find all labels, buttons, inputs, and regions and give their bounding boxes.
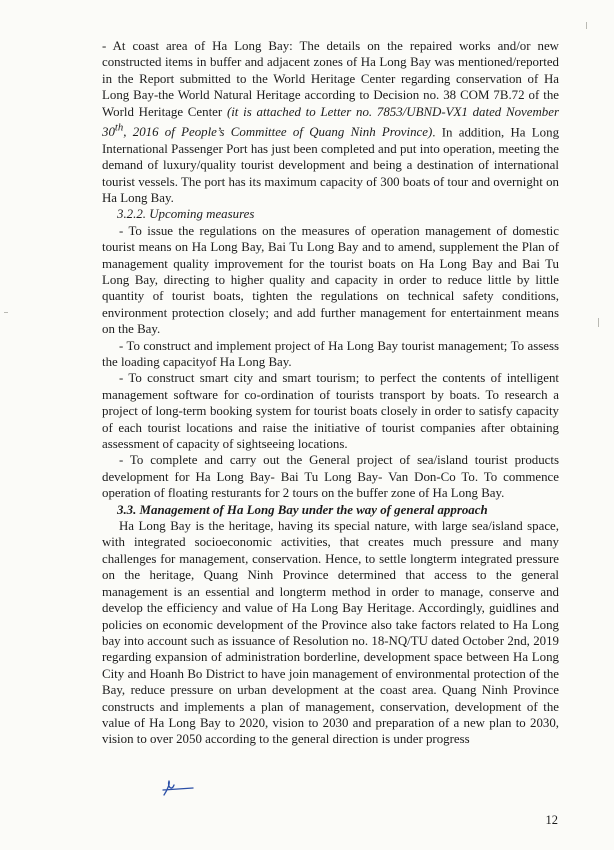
section-heading-general-approach: 3.3. Management of Ha Long Bay under the way of general approach: [117, 502, 488, 517]
coast-tail-text: . In addition, Ha Long International Passenger Port has just been completed and put into operation, meeting the demand of luxury/quality tourist development and being a destination of international tourist vessels. The port has its maximum capacity of 300 boats of tour and overnight on Ha Long Bay.: [102, 125, 560, 205]
document-body: [102, 38, 559, 748]
scan-edge-mark: [4, 312, 8, 313]
scan-edge-mark: [586, 22, 587, 29]
section-heading-upcoming-measures: 3.2.2. Upcoming measures: [117, 207, 255, 222]
scan-edge-mark: [598, 318, 599, 327]
coast-attachment-text-a: (it is attached to Letter no. 7853/UBND-VX1 dated November 30: [102, 104, 559, 140]
paragraph-measure-project: - To construct and implement project of Ha Long Bay tourist management; To assess the loading capacityof Ha Long Bay.: [102, 338, 559, 370]
coast-attachment-text-b: , 2016 of People’s Committee of Quang Ninh Province): [123, 125, 433, 140]
coast-attachment-sup: th: [114, 122, 124, 135]
paragraph-general-approach: Ha Long Bay is the heritage, having its special nature, with large sea/island space, with integrated socioeconomic activities, that creates much pressure and many challenges for management, conservation. Hence, to settle longterm integrated pressure on the heritage, Quang Ninh Province determined that access to the general management is an essential and longterm method in order to manage, conserve and develop the efficiency and value of Ha Long Bay Heritage. Accordingly, guidlines and policies on economic development of the Province also take factors related to Ha Long bay into account such as issuance of Resolution no. 18-NQ/TU dated October 2nd, 2019 regarding expansion of administration borderline, development space between Ha Long City and Hoanh Bo District to have join management of environmental protection of the Bay, reduce pressure on urban development at the coast area. Quang Ninh Province constructs and implements a plan of management, conservation, development of the value of Ha Long Bay to 2020, vision to 2030 and preparation of a new plan to 2030, vision to over 2050 according to the general direction is under progress: [102, 519, 559, 747]
handwritten-initials-mark: [160, 779, 196, 799]
coast-lead-text: - At coast area of Ha Long Bay: The details on the repaired works and/or new constructed items in buffer and adjacent zones of Ha Long Bay was mentioned/reported in the Report submitted to the World Heritage Center regarding conservation of Ha Long Bay-the World Natural Heritage according to Decision no. 38 COM 7B.72 of the World Heritage Center: [102, 39, 559, 119]
paragraph-measure-regulations: - To issue the regulations on the measures of operation management of domestic tourist means on Ha Long Bay, Bai Tu Long Bay and to amend, supplement the Plan of management quality improvement for the tourist boats on Ha Long Bay and Bai Tu Long Bay, directing to higher quality and capacity in order to reduce little by little quantity of tourist boats, tighten the regulations on technical safety conditions, environment protection closely; and add further management for entertainment means on the Bay.: [102, 223, 559, 337]
page-number: 12: [545, 813, 558, 827]
paragraph-measure-smart-city: - To construct smart city and smart tourism; to perfect the contents of intelligent management software for co-ordination of tourists transport by boats. To research a project of long-term booking system for tourist boats closely in order to satisfy capacity of each tourist locations and raise the initiative of tourist companies after obtaining assessment of capacity of sightseeing locations.: [102, 371, 559, 452]
paragraph-coast-area: [102, 38, 559, 206]
paragraph-measure-general-project: - To complete and carry out the General project of sea/island tourist products development for Ha Long Bay- Bai Tu Long Bay- Van Don-Co To. To commence operation of floating resturants for 2 tours on the buffer zone of Ha Long Bay.: [102, 453, 559, 501]
